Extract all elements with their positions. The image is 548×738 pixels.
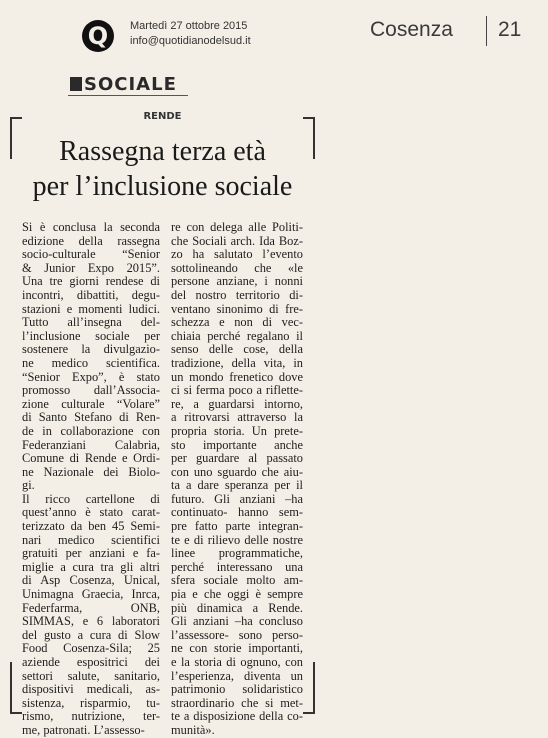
article-headline [20, 134, 305, 204]
article-text-line: socio-culturale “Senior [22, 248, 160, 262]
article-text-line: a ritrovarsi attraverso la [171, 411, 303, 425]
article-text-line: l’inclusione sociale per [22, 329, 160, 343]
issue-date: Martedì 27 ottobre 2015 [130, 20, 248, 32]
frame-corner [10, 117, 12, 159]
article-text-line: sto importante anche [171, 438, 303, 452]
article-text-line: Una tre giorni rendese di [22, 275, 160, 289]
article-text-line: Gli anziani –ha concluso [171, 615, 303, 629]
article-text-line: propria storia. Un prete- [171, 424, 303, 438]
article-text-line: sfera sociale molto am- [171, 574, 303, 588]
article-text-line: senso delle cose, della [171, 343, 303, 357]
article-text-line: sistenza, risparmio, tu- [22, 696, 160, 710]
frame-corner [303, 712, 315, 714]
article-text-line: l’assessore- sono perso- [171, 628, 303, 642]
article-text-line: gi. [22, 479, 35, 493]
article-text-line: pre fatto parte integran- [171, 520, 303, 534]
article-text-line: incontri, dibattiti, degu- [22, 288, 160, 302]
article-text-line: Il ricco cartellone di [22, 492, 160, 506]
article-kicker: RENDE [143, 111, 182, 122]
article-text-line: Federanziani Calabria, [22, 438, 160, 452]
article-text-line: Unimagna Graecia, Inrca, [22, 588, 160, 602]
article-text-line: sottolineando che «le [171, 261, 303, 275]
article-text-line: schezza e non di vec- [171, 316, 303, 330]
article-text-line: l’esperienza, diventa un [171, 669, 303, 683]
article-text-line: gratuiti per anziani e fa- [22, 547, 160, 561]
article-text-line: per guardare al passato [171, 452, 303, 466]
article-text-line: settori salute, sanitario, [22, 669, 160, 683]
article-text-line: re con delega alle Politi- [171, 221, 303, 234]
frame-corner [313, 117, 315, 159]
headline-line: per l’inclusione sociale [32, 171, 293, 202]
article-text-line: rismo, nutrizione, ter- [22, 710, 160, 724]
article-text-line: tradizione, della vita, in [171, 356, 303, 370]
article-text-line: continuato- hanno sem- [171, 506, 303, 520]
article-text-line: un mondo frenetico dove [171, 370, 303, 384]
article-text-line: Tutto all’insegna del- [22, 316, 160, 330]
section-rule [68, 95, 188, 96]
headline-line: Rassegna terza età [59, 136, 266, 167]
article-text-line: me, patronati. L’assesso- [22, 723, 145, 737]
article-text-line: Comune di Rende e Ordi- [22, 452, 160, 466]
frame-corner [10, 662, 12, 714]
page-number: 21 [498, 18, 522, 41]
article-text-line: miglie a cura tra gli altri [22, 560, 160, 574]
article-text-line: pia e che oggi è sempre [171, 588, 303, 602]
article-text-line: chiaia perché regalano il [171, 329, 303, 343]
article-text-line: re, a guardarsi intorno, [171, 397, 303, 411]
contact-email: info@quotidianodelsud.it [130, 35, 251, 47]
article-text-line: ta a dare speranza per il [171, 479, 303, 493]
section-tag-label: SOCIALE [84, 74, 177, 95]
article-text-line: del nostro territorio di- [171, 288, 303, 302]
article-column-1 [22, 221, 160, 738]
section-name: Cosenza [370, 18, 453, 41]
article-text-line: munità». [171, 723, 215, 737]
article-text-line: Federfarma, ONB, [22, 601, 160, 615]
article-text-line: edizione della rassegna [22, 234, 160, 248]
article-text-line: con uno sguardo che aiu- [171, 465, 303, 479]
frame-corner [10, 712, 22, 714]
article-text-line: te e di rilievo delle nostre [171, 533, 303, 547]
article-text-line: Food Cosenza-Sila; 25 [22, 642, 160, 656]
article-text-line: stazioni e momenti ludici. [22, 302, 160, 316]
article-text-line: aziende espositrici dei [22, 656, 160, 669]
article-text-line: ne con storie importanti, [171, 642, 303, 656]
article-text-line: zione culturale “Volare” [22, 397, 160, 411]
article-text-line: di Asp Cosenza, Unical, [22, 574, 160, 588]
section-tag [70, 74, 177, 95]
article-text-line: Si è conclusa la seconda [22, 221, 160, 234]
article-text-line: nari medico scientifici [22, 533, 160, 547]
article-text-line: ventano sinonimo di fre- [171, 302, 303, 316]
article-text-line: perché interessano una [171, 560, 303, 574]
frame-corner [313, 662, 315, 714]
article-text-line: straordinario che si met- [171, 696, 303, 710]
article-text-line: te a disposizione della co- [171, 710, 303, 724]
article-text-line: zo ha salutato l’evento [171, 248, 303, 262]
article-text-line: linee programmatiche, [171, 547, 303, 561]
header-divider [486, 16, 487, 46]
article-text-line: promosso dall’Associa- [22, 384, 160, 398]
section-block-icon [70, 77, 82, 91]
article-text-line: “Senior Expo”, è stato [22, 370, 160, 384]
article-text-line: che Sociali arch. Ida Boz- [171, 234, 303, 248]
article-text-line: ne Nazionale dei Biolo- [22, 465, 160, 479]
article-text-line: de in collaborazione con [22, 424, 160, 438]
article-column-2 [171, 221, 303, 738]
article-text-line: ci si ferma poco a riflette- [171, 384, 303, 398]
article-text-line: persone anziane, i nonni [171, 275, 303, 289]
article-text-line: futuro. Gli anziani –ha [171, 492, 303, 506]
article-text-line: ne medico scientifica. [22, 356, 160, 370]
article-text-line: del gusto a cura di Slow [22, 628, 160, 642]
article-text-line: quest’anno è stato carat- [22, 506, 160, 520]
article-text-line: SIMMAS, e 6 laboratori [22, 615, 160, 629]
article-text-line: e la storia di ognuno, con [171, 656, 303, 669]
article-text-line: dispositivi medicali, as- [22, 683, 160, 697]
article-text-line: più dinamica a Rende. [171, 601, 303, 615]
article-text-line: di Santo Stefano di Ren- [22, 411, 160, 425]
newspaper-logo: Q [82, 20, 114, 52]
article-text-line: terizzato da ben 45 Semi- [22, 520, 160, 534]
article-text-line: & Junior Expo 2015”. [22, 261, 160, 275]
article-text-line: patrimonio solidaristico [171, 683, 303, 697]
article-text-line: sostenere la divulgazio- [22, 343, 160, 357]
